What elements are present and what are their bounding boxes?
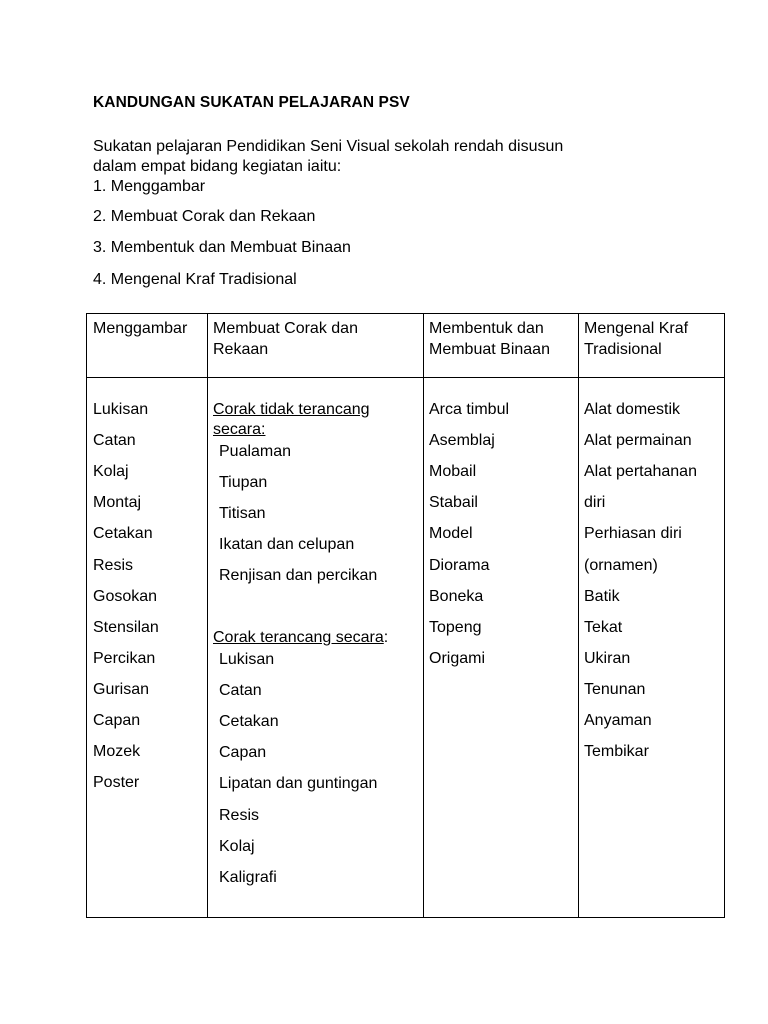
header-corak: Membuat Corak dan Rekaan (213, 320, 358, 358)
subheading-text: Corak terancang secara (213, 629, 384, 646)
list-item: 1. Menggambar (93, 178, 206, 195)
column-divider (578, 314, 579, 917)
table-cell: Resis (219, 807, 260, 824)
subheading: secara: (213, 421, 266, 438)
table-cell: Model (429, 525, 473, 542)
table-cell: Mozek (93, 743, 141, 760)
table-cell: Tenunan (584, 681, 646, 698)
table-cell: Alat domestik (584, 401, 681, 418)
table-cell: Tiupan (219, 474, 268, 491)
table-cell: Montaj (93, 494, 142, 511)
table-cell: Lukisan (93, 401, 149, 418)
list-item: 2. Membuat Corak dan Rekaan (93, 208, 316, 225)
table-cell: Alat pertahanan (584, 463, 697, 480)
table-cell: Catan (219, 682, 262, 699)
table-cell: Titisan (219, 505, 266, 522)
table-cell: Poster (93, 774, 140, 791)
table-cell: Lipatan dan guntingan (219, 775, 378, 792)
table-cell: Renjisan dan percikan (219, 567, 378, 584)
list-item: 4. Mengenal Kraf Tradisional (93, 271, 297, 288)
column-divider (207, 314, 208, 917)
table-cell: Diorama (429, 557, 490, 574)
header-binaan: Membentuk dan Membuat Binaan (429, 320, 550, 358)
table-cell: Arca timbul (429, 401, 510, 418)
table-cell: Asemblaj (429, 432, 495, 449)
table-cell: Anyaman (584, 712, 652, 729)
table-cell: Ikatan dan celupan (219, 536, 355, 553)
table-cell: Tekat (584, 619, 623, 636)
header-kraf: Mengenal Kraf Tradisional (584, 320, 689, 358)
table-cell: Capan (219, 744, 267, 761)
table-cell: Catan (93, 432, 136, 449)
header-menggambar: Menggambar (93, 320, 188, 337)
document-title: KANDUNGAN SUKATAN PELAJARAN PSV (93, 94, 410, 111)
table-cell: Stensilan (93, 619, 159, 636)
table-cell: Alat permainan (584, 432, 692, 449)
table-cell: Kolaj (93, 463, 129, 480)
column-divider (423, 314, 424, 917)
table-cell: Stabail (429, 494, 478, 511)
intro-line: dalam empat bidang kegiatan iaitu: (93, 158, 342, 175)
table-cell: Pualaman (219, 443, 292, 460)
table-cell: Gosokan (93, 588, 158, 605)
activity-table (86, 313, 725, 918)
table-cell: Percikan (93, 650, 156, 667)
table-cell: Lukisan (219, 651, 275, 668)
table-cell: Batik (584, 588, 620, 605)
table-cell: Kaligrafi (219, 869, 277, 886)
subheading: Corak tidak terancang (213, 401, 370, 418)
table-cell: Capan (93, 712, 141, 729)
subheading (213, 629, 388, 647)
table-cell: Resis (93, 557, 134, 574)
table-cell: Kolaj (219, 838, 255, 855)
table-cell: (ornamen) (584, 557, 658, 574)
header-divider (87, 377, 724, 378)
table-cell: Mobail (429, 463, 477, 480)
list-item: 3. Membentuk dan Membuat Binaan (93, 239, 351, 256)
table-cell: Cetakan (219, 713, 279, 730)
table-cell: Boneka (429, 588, 484, 605)
table-cell: diri (584, 494, 606, 511)
table-cell: Origami (429, 650, 486, 667)
table-cell: Tembikar (584, 743, 649, 760)
intro-paragraph (93, 137, 563, 177)
table-cell: Gurisan (93, 681, 150, 698)
table-cell: Ukiran (584, 650, 631, 667)
table-cell: Perhiasan diri (584, 525, 682, 542)
table-cell: Topeng (429, 619, 482, 636)
intro-line: Sukatan pelajaran Pendidikan Seni Visual sekolah rendah disusun (93, 138, 564, 155)
subheading-colon: : (383, 629, 389, 646)
table-cell: Cetakan (93, 525, 153, 542)
